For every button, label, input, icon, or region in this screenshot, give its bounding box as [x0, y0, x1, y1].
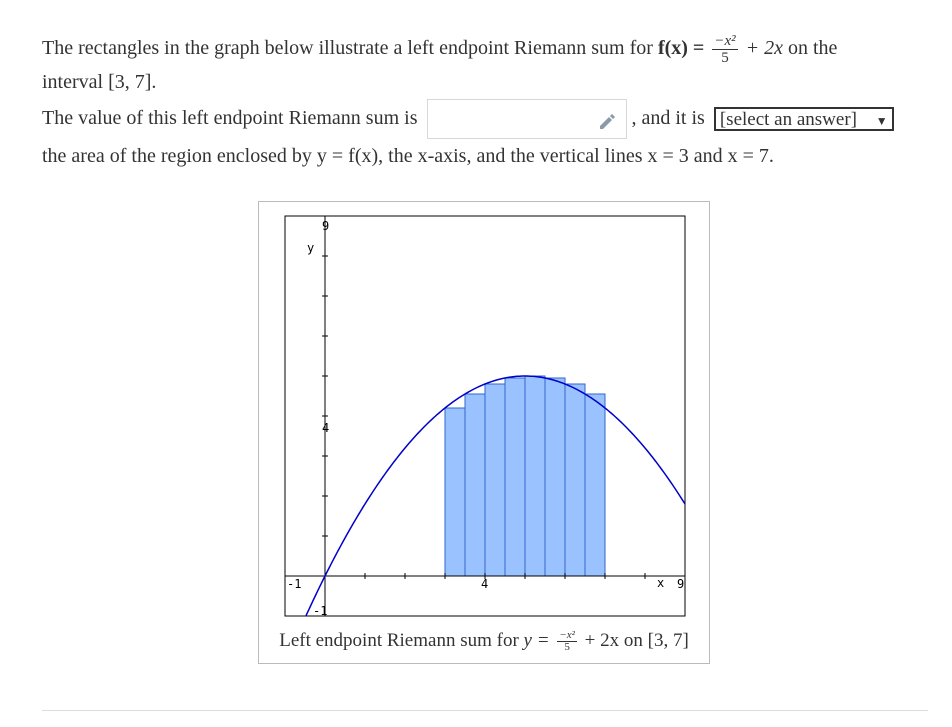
answer-input[interactable] [427, 99, 627, 139]
riemann-rectangle [545, 378, 565, 576]
question-line-3 [42, 99, 894, 139]
riemann-rectangle [485, 384, 505, 576]
interval-value: [3, 7]. [108, 71, 157, 93]
caption-suffix: + 2x on [3, 7] [584, 630, 689, 651]
x-axis-label: x [657, 576, 665, 590]
y-axis-label: y [307, 241, 315, 255]
answer-prompt: The value of this left endpoint Riemann sum is [42, 107, 418, 129]
chevron-down-icon: ▼ [875, 114, 888, 129]
riemann-rectangle [445, 408, 465, 576]
comparison-select[interactable] [714, 107, 894, 131]
x-tick-label-max: 9 [677, 577, 685, 591]
caption-y: y = [523, 630, 550, 651]
pencil-icon[interactable] [598, 112, 616, 130]
caption-fraction [557, 630, 577, 653]
fraction-denominator: 5 [721, 49, 729, 66]
riemann-rectangle [505, 378, 525, 576]
fraction-numerator: −x² [714, 32, 736, 49]
question-line-1 [42, 29, 837, 67]
question-line-4 [42, 137, 774, 175]
question-line-2 [42, 63, 156, 101]
y-tick-label-negative: -1 [313, 604, 328, 618]
x-tick-label-negative: -1 [287, 577, 302, 591]
caption-numerator: −x² [559, 629, 575, 642]
graph-caption [259, 630, 709, 653]
riemann-rectangle [465, 394, 485, 576]
function-linear-term: + 2x [745, 37, 783, 59]
interval-prefix: interval [42, 71, 104, 93]
function-label: f(x) = [657, 37, 705, 59]
riemann-rectangle [565, 384, 585, 576]
answer-mid-text: , and it is [631, 107, 705, 129]
y-tick-label-mid: 4 [322, 421, 330, 435]
question-intro: The rectangles in the graph below illustrate a left endpoint Riemann sum for [42, 37, 653, 59]
x-tick-label-mid: 4 [481, 577, 489, 591]
region-description: the area of the region enclosed by y = f(x), the x-axis, and the vertical lines x = 3 and x = 7. [42, 145, 774, 167]
graph-container [258, 201, 710, 664]
function-fraction [712, 33, 737, 66]
riemann-rectangle [525, 376, 545, 576]
riemann-rectangle [585, 394, 605, 576]
bottom-divider [42, 710, 928, 711]
select-value: [select an answer] [719, 109, 857, 131]
y-tick-label-max: 9 [322, 219, 330, 233]
question-on-the: on the [787, 37, 838, 59]
riemann-sum-graph [259, 202, 709, 622]
caption-prefix: Left endpoint Riemann sum for [279, 630, 519, 651]
caption-denominator: 5 [564, 641, 570, 654]
